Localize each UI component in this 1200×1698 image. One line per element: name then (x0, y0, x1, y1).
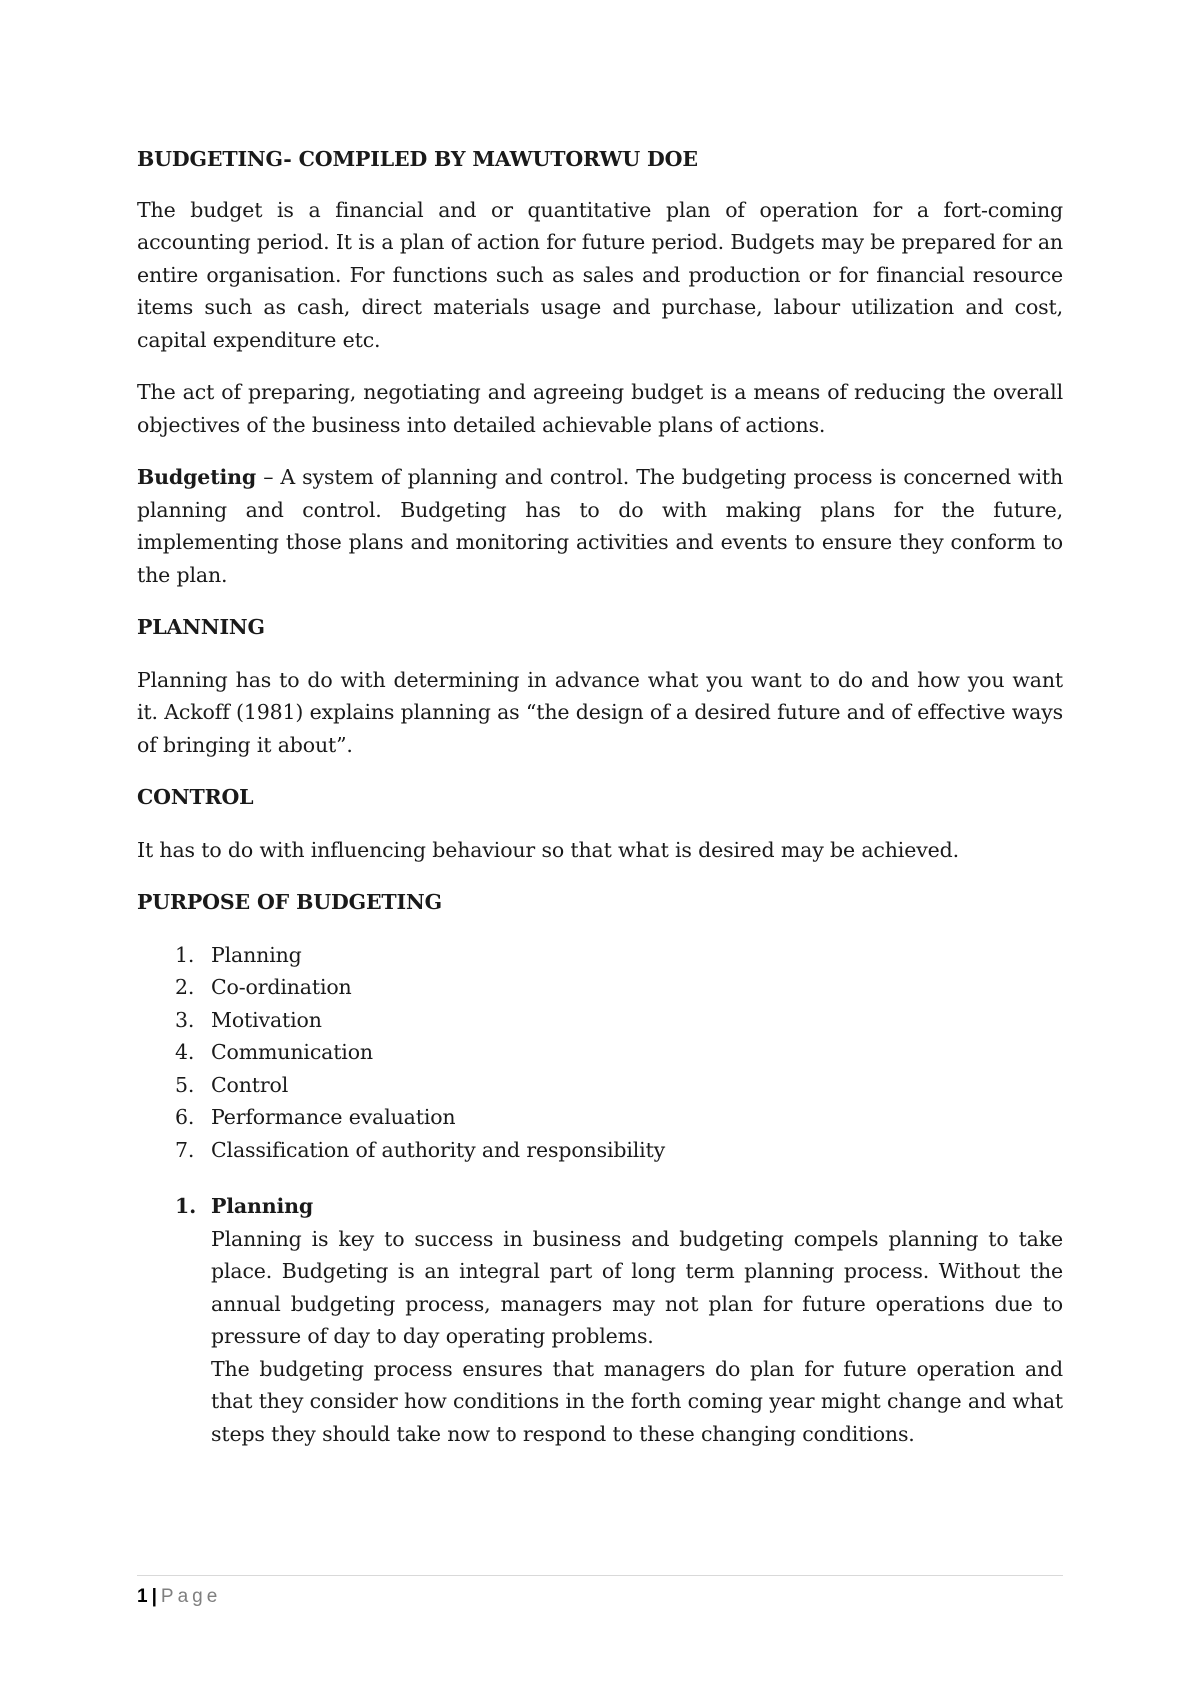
list-item-label: Classification of authority and responsibility (211, 1137, 666, 1162)
list-item (137, 939, 1063, 972)
list-item-number: 4. (175, 1040, 195, 1064)
purpose-list (137, 939, 1063, 1167)
planning-heading: PLANNING (137, 615, 265, 639)
list-item-label: Motivation (211, 1007, 322, 1032)
list-item-label: Performance evaluation (211, 1105, 456, 1129)
list-item-number: 7. (175, 1137, 195, 1162)
page-number: 1 (137, 1586, 148, 1607)
intro-paragraph-2: The act of preparing, negotiating and agreeing budget is a means of reducing the overall objectives of the business into detailed achievable plans of actions. (137, 380, 1063, 437)
section-title: Planning (211, 1194, 314, 1218)
budgeting-definition-text: – A system of planning and control. The budgeting process is concerned with planning and control. Budgeting has to do with making plans for the future, implementing those plans and monitoring activities and events to ensure they conform to the plan. (137, 465, 1063, 587)
budgeting-definition (137, 461, 1063, 591)
section-number: 1. (175, 1194, 197, 1218)
intro-paragraph-1: The budget is a financial and or quantitative plan of operation for a fort-coming accounting period. It is a plan of action for future period. Budgets may be prepared for an entire organisation. For functions such as sales and production or for financial resource items such as cash, direct materials usage and purchase, labour utilization and cost, capital expenditure etc. (137, 197, 1063, 352)
list-item-number: 5. (175, 1072, 195, 1097)
list-item (137, 1069, 1063, 1102)
control-heading: CONTROL (137, 785, 254, 809)
list-item-label: Co-ordination (211, 975, 352, 999)
list-item-label: Communication (211, 1040, 373, 1064)
list-item (137, 1101, 1063, 1134)
section-planning-paragraph-1: Planning is key to success in business and budgeting compels planning to take place. Budgeting is an integral part of long term planning process. Without the annual budgeting process, managers may not plan for future operations due to pressure of day to day operating problems. (211, 1226, 1063, 1348)
section-planning (175, 1190, 1063, 1450)
page-number-label (137, 1586, 221, 1608)
section-planning-paragraph-2: The budgeting process ensures that managers do plan for future operation and that they consider how conditions in the forth coming year might change and what steps they should take now to respond to these changing conditions. (211, 1356, 1063, 1446)
list-item-number: 3. (175, 1007, 195, 1032)
list-item (137, 1004, 1063, 1037)
planning-paragraph: Planning has to do with determining in advance what you want to do and how you want it. Ackoff (1981) explains planning as “the design of a desired future and of effective ways of bringing it about”. (137, 667, 1063, 757)
section-planning-heading (137, 1190, 1063, 1223)
purpose-heading: PURPOSE OF BUDGETING (137, 890, 442, 914)
footer-separator: | (151, 1586, 157, 1607)
list-item (137, 971, 1063, 1004)
list-item-number: 1. (175, 942, 195, 967)
page-footer (137, 1575, 1063, 1607)
list-item (137, 1036, 1063, 1069)
control-paragraph: It has to do with influencing behaviour so that what is desired may be achieved. (137, 837, 959, 862)
list-item-label: Control (211, 1072, 289, 1097)
budgeting-term: Budgeting (137, 465, 257, 489)
list-item-number: 2. (175, 975, 195, 999)
document-title: BUDGETING- COMPILED BY MAWUTORWU DOE (137, 147, 698, 171)
list-item (137, 1134, 1063, 1167)
document-body (137, 143, 1063, 1450)
list-item-number: 6. (175, 1105, 195, 1129)
page-word: Page (160, 1586, 222, 1607)
list-item-label: Planning (211, 942, 302, 967)
